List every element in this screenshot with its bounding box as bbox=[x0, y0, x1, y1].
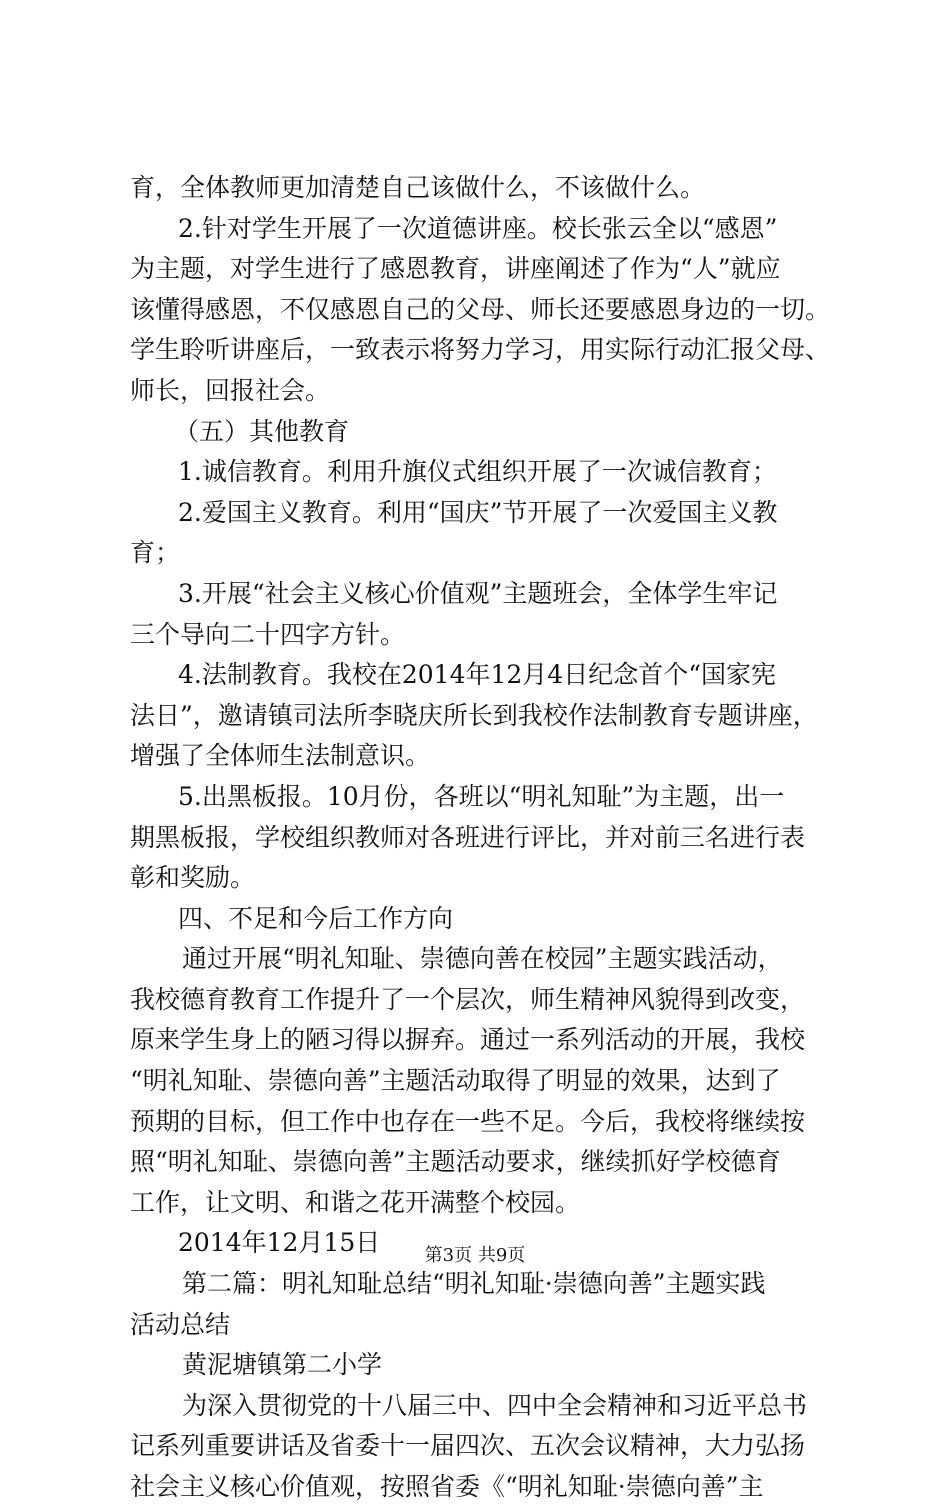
section-heading: （五）其他教育 bbox=[174, 416, 350, 446]
chapter-title: 第二篇：明礼知耻总结“明礼知耻·崇德向善”主题实践 bbox=[182, 1269, 766, 1299]
text-line: 2.爱国主义教育。利用“国庆”节开展了一次爱国主义教 bbox=[178, 497, 778, 527]
chapter-title-continued: 活动总结 bbox=[130, 1309, 231, 1339]
text-line: 法日”，邀请镇司法所李晓庆所长到我校作法制教育专题讲座， bbox=[130, 700, 818, 730]
page-footer: 第3页 共9页 bbox=[424, 1245, 526, 1266]
text-line: 原来学生身上的陋习得以摒弃。通过一系列活动的开展，我校 bbox=[130, 1025, 806, 1055]
text-line: 彰和奖励。 bbox=[130, 863, 256, 893]
text-line: 通过开展“明礼知耻、崇德向善在校园”主题实践活动， bbox=[182, 944, 783, 974]
text-line: 工作，让文明、和谐之花开满整个校园。 bbox=[130, 1187, 581, 1217]
text-line: 2.针对学生开展了一次道德讲座。校长张云全以“感恩” bbox=[178, 213, 778, 243]
text-line: 为深入贯彻党的十八届三中、四中全会精神和习近平总书 bbox=[182, 1390, 808, 1420]
text-line: 5.出黑板报。10月份，各班以“明礼知耻”为主题，出一 bbox=[178, 781, 785, 811]
text-line: 4.法制教育。我校在2014年12月4日纪念首个“国家宪 bbox=[178, 660, 776, 690]
text-line: 为主题，对学生进行了感恩教育，讲座阐述了作为“人”就应 bbox=[130, 254, 781, 284]
text-line: 预期的目标，但工作中也存在一些不足。今后，我校将继续按 bbox=[130, 1106, 806, 1136]
text-line: 记系列重要讲话及省委十一届四次、五次会议精神，大力弘扬 bbox=[130, 1431, 806, 1461]
text-line: 增强了全体师生法制意识。 bbox=[130, 741, 431, 771]
text-line: 我校德育教育工作提升了一个层次，师生精神风貌得到改变， bbox=[130, 984, 806, 1014]
text-line: 育，全体教师更加清楚自己该做什么，不该做什么。 bbox=[130, 173, 706, 202]
text-line: 师长，回报社会。 bbox=[130, 375, 331, 405]
text-line: 三个导向二十四字方针。 bbox=[130, 619, 406, 649]
text-line: 学生聆听讲座后，一致表示将努力学习，用实际行动汇报父母、 bbox=[130, 335, 831, 365]
text-line: 社会主义核心价值观，按照省委《“明礼知耻·崇德向善”主 bbox=[130, 1472, 764, 1501]
text-line: 该懂得感恩，不仅感恩自己的父母、师长还要感恩身边的一切。 bbox=[130, 294, 831, 324]
date-line: 2014年12月15日 bbox=[178, 1228, 381, 1258]
section-heading: 四、不足和今后工作方向 bbox=[178, 903, 454, 933]
text-line: 3.开展“社会主义核心价值观”主题班会，全体学生牢记 bbox=[178, 578, 778, 608]
text-line: 照“明礼知耻、崇德向善”主题活动要求，继续抓好学校德育 bbox=[130, 1147, 781, 1177]
document-body bbox=[130, 168, 840, 1508]
text-line: “明礼知耻、崇德向善”主题活动取得了明显的效果，达到了 bbox=[130, 1066, 781, 1096]
author-line: 黄泥塘镇第二小学 bbox=[182, 1350, 383, 1380]
text-line: 期黑板报，学校组织教师对各班进行评比，并对前三名进行表 bbox=[130, 822, 806, 852]
text-line: 育； bbox=[130, 538, 181, 568]
text-line: 1.诚信教育。利用升旗仪式组织开展了一次诚信教育； bbox=[178, 457, 777, 487]
